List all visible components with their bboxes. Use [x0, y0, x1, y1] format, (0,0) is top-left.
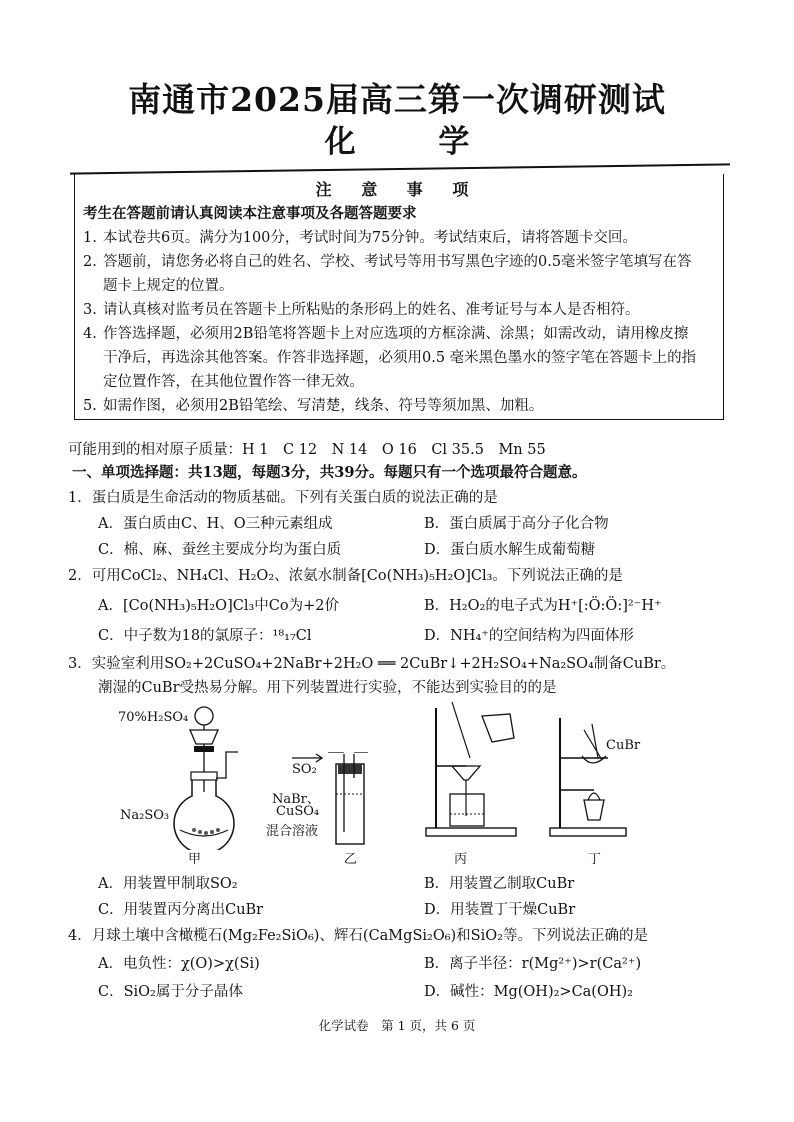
caption-jia: 甲 [188, 852, 202, 867]
q4-option-a: A．电负性：χ(O)>χ(Si) [98, 956, 260, 972]
q2-option-b: B．H₂O₂的电子式为H⁺[:Ö:Ö:]²⁻H⁺ [424, 598, 662, 614]
label-h2so4: 70%H₂SO₄ [118, 710, 189, 725]
q3-option-c: C．用装置丙分离出CuBr [98, 902, 264, 918]
caption-ding: 丁 [588, 852, 602, 867]
q4-option-b: B．离子半径：r(Mg²⁺)>r(Ca²⁺) [424, 956, 642, 972]
q2-option-c: C．中子数为18的氯原子：¹⁸₁₇Cl [98, 628, 312, 644]
apparatus-bing [422, 698, 532, 848]
q3-stem-line2: 潮湿的CuBr受热易分解。用下列装置进行实验，不能达到实验目的的是 [98, 680, 557, 696]
label-na2so3: Na₂SO₃ [120, 808, 170, 823]
label-cubr: CuBr [606, 738, 641, 753]
notice-item: 3. 请认真核对监考员在答题卡上所粘贴的条形码上的姓名、准考证号与本人是否相符。 [83, 302, 640, 318]
notice-item: 1. 本试卷共6页。满分为100分，考试时间为75分钟。考试结束后，请将答题卡交回。 [83, 230, 637, 246]
apparatus-ding [546, 700, 646, 848]
q1-stem: 1．蛋白质是生命活动的物质基础。下列有关蛋白质的说法正确的是 [68, 490, 498, 506]
subject-title: 化 学 [324, 124, 506, 160]
q1-option-c: C．棉、麻、蚕丝主要成分均为蛋白质 [98, 542, 342, 558]
atomic-masses: 可能用到的相对原子质量：H 1 C 12 N 14 O 16 Cl 35.5 Mn 55 [68, 442, 546, 458]
label-mix2: CuSO₄ [276, 804, 320, 819]
notice-item: 4. 作答选择题，必须用2B铅笔将答题卡上对应选项的方框涂满、涂黑；如需改动，请用橡皮擦 干净后，再选涂其他答案。作答非选择题，必须用0.5 毫米黑色墨水的签字笔在答题卡上的指 定位置作答，在其他位置作答一律无效。 [83, 326, 697, 390]
q1-option-d: D．蛋白质水解生成葡萄糖 [424, 542, 596, 558]
header-rule [70, 163, 730, 174]
q1-option-b: B．蛋白质属于高分子化合物 [424, 516, 609, 532]
q4-option-c: C．SiO₂属于分子晶体 [98, 984, 243, 1000]
notice-box [74, 174, 724, 420]
label-mix1: NaBr、 [272, 792, 320, 807]
q2-stem: 2．可用CoCl₂、NH₄Cl、H₂O₂、浓氨水制备[Co(NH₃)₅H₂O]Cl₃。下列说法正确的是 [68, 568, 623, 584]
q3-stem-line1: 3．实验室利用SO₂+2CuSO₄+2NaBr+2H₂O ══ 2CuBr↓+2H₂SO₄+Na₂SO₄制备CuBr。 [68, 656, 676, 672]
q1-option-a: A．蛋白质由C、H、O三种元素组成 [98, 516, 333, 532]
q3-option-a: A．用装置甲制取SO₂ [98, 876, 238, 892]
section-heading: 一、单项选择题：共13题，每题3分，共39分。每题只有一个选项最符合题意。 [72, 464, 587, 481]
q4-stem: 4．月球土壤中含橄榄石(Mg₂Fe₂SiO₆)、辉石(CaMgSi₂O₆)和SiO₂等。下列说法正确的是 [68, 928, 648, 944]
page-title: 南通市2025届高三第一次调研测试 [128, 80, 666, 119]
notice-subheading: 考生在答题前请认真阅读本注意事项及各题答题要求 [83, 205, 417, 222]
q2-option-d: D．NH₄⁺的空间结构为四面体形 [424, 628, 634, 644]
q3-option-b: B．用装置乙制取CuBr [424, 876, 575, 892]
label-mix3: 混合溶液 [266, 824, 319, 839]
q3-option-d: D．用装置丁干燥CuBr [424, 902, 576, 918]
q4-option-d: D．碱性：Mg(OH)₂>Ca(OH)₂ [424, 984, 633, 1000]
notice-item: 2. 答题前，请您务必将自己的姓名、学校、考试号等用书写黑色字迹的0.5毫米签字笔填写在答 题卡上规定的位置。 [83, 254, 692, 294]
label-so2: SO₂ [292, 762, 317, 777]
notice-item: 5. 如需作图，必须用2B铅笔绘、写清楚，线条、符号等须加黑、加粗。 [83, 398, 544, 414]
caption-yi: 乙 [344, 852, 358, 867]
caption-bing: 丙 [454, 852, 468, 867]
notice-heading: 注 意 事 项 [315, 180, 481, 199]
page-footer: 化学试卷 第 1 页，共 6 页 [318, 1018, 476, 1033]
q2-option-a: A．[Co(NH₃)₅H₂O]Cl₃中Co为+2价 [98, 598, 339, 614]
